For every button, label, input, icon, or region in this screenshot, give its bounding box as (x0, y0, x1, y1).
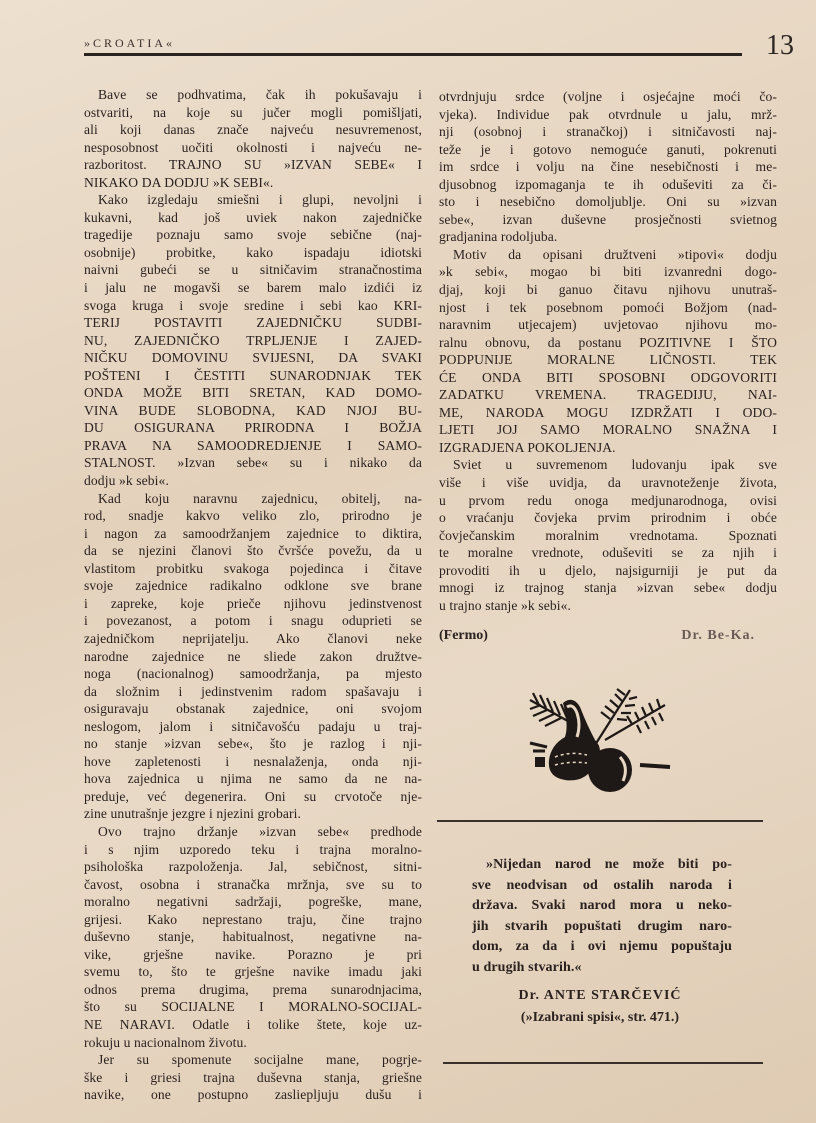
header-rule (84, 53, 742, 56)
text-line: čavost, osobna i stranačka mržnja, sve su to (84, 876, 422, 892)
text-line: »k sebi«, mogao bi biti izvanredni dogo- (439, 264, 777, 280)
source-label: (Fermo) (439, 628, 488, 643)
right-column (439, 88, 777, 614)
text-line: zajedničkom neprijatelju. Ako članovi neke (84, 630, 422, 646)
text-line: noga (nacionalnog) samoodržanja, pa mjesto (84, 666, 422, 682)
text-line: Kad koju naravnu zajednicu, obitelj, na- (98, 490, 422, 506)
article-signoff (439, 628, 777, 644)
text-line: hove zapletenosti i nesnalaženja, onda nji- (84, 753, 422, 769)
bottom-divider (443, 1062, 763, 1064)
text-line: nji (osobnoj i stranačkoj) i sitničavosti naj- (439, 124, 777, 140)
text-line: navike, one postupno zasliepljuju dušu i (84, 1087, 422, 1103)
text-line: moralno negativni sadržaji, pogreške, mane, (84, 894, 422, 910)
text-line: i jalu ne mogavši se barem malo izdići iz (84, 280, 422, 296)
text-line: čovječanskim moralnim vrednotama. Spoznati (439, 527, 777, 543)
text-line: odnos prema drugima, prema sunarodnjacima, (84, 981, 422, 997)
text-line: NIČKU DOMOVINU SVIJESNI, DA SVAKI (84, 350, 422, 366)
text-line: osobnije) probitke, kako ispadaju idiotski (84, 244, 422, 260)
text-line: ostvariti, na koje su jučer mogli pomišljati, (84, 104, 422, 120)
text-line: država. Svaki narod mora u neko- (472, 898, 732, 913)
text-line: im srdce i volju na čine nesebičnosti i me- (439, 159, 777, 175)
text-line: rod, snadje kakvo veliko zlo, prirodno je (84, 508, 422, 524)
text-line: više i više uvidja, da uravnoteženje života, (439, 475, 777, 491)
text-line: narodne zajednice ne sliede zakon družtve- (84, 648, 422, 664)
text-line: Sviet u suvremenom ludovanju ipak sve (453, 457, 777, 473)
text-line: u drugih stvarih.« (472, 959, 582, 975)
text-line: vike, grješne navike. Porazno je pri (84, 946, 422, 962)
text-line: ške i griesi trajna duševna stanja, griešne (84, 1069, 422, 1085)
page-number: 13 (766, 30, 794, 61)
text-line: njost i tek posebnom pomoći Božjom (nad- (439, 299, 777, 315)
text-line: zine unutrašnje jezgre i njezini grobari. (84, 806, 301, 822)
text-line: PRAVA NA SAMOODREDJENJE I SAMO- (84, 437, 422, 453)
text-line: svoje zajednice radikalno odklone sve brane (84, 578, 422, 594)
text-line: da se njezini članovi što čvršće povežu, da u (84, 543, 422, 559)
text-line: NU, ZAJEDNIČKO TRPLJENJE I ZAJED- (84, 332, 422, 348)
text-line: STALNOST. »Izvan sebe« su i nikako da (84, 455, 422, 471)
text-line: no stanje »izvan sebe«, što je razlog i nji- (84, 736, 422, 752)
quote-author: Dr. ANTE STARČEVIĆ (518, 988, 682, 1003)
text-line: rokuju u nacionalnom životu. (84, 1034, 247, 1050)
text-line: Jer su spomenute socijalne mane, pogrje- (98, 1052, 422, 1068)
text-line: ali koji danas znače najveću nesuvremenost, (84, 122, 422, 138)
quote-citation: (»Izabrani spisi«, str. 471.) (520, 1010, 680, 1025)
text-line: Ovo trajno držanje »izvan sebe« predhode (98, 823, 422, 839)
text-line: grijesi. Kako neprestano traju, čine trajno (84, 911, 422, 927)
christmas-ornament-icon (525, 685, 675, 795)
text-line: NE NARAVI. Odatle i tolike štete, koje uz- (84, 1016, 422, 1032)
text-line: LJETI JOJ SAMO MORALNO SNAŽNA I (439, 422, 777, 438)
text-line: ralnu obnovu, da postanu POZITIVNE I ŠTO (439, 334, 777, 350)
text-line: Bave se podhvatima, čak ih pokušavaju i (98, 87, 422, 102)
text-line: neslogom, jalom i sitničavošću padaju u traj- (84, 718, 422, 734)
text-line: ONDA MOŽE BITI SRETAN, KAD DOMO- (84, 385, 422, 401)
left-column (84, 86, 422, 1104)
text-line: NIKAKO DA DODJU »K SEBI«. (84, 174, 274, 190)
text-line: razboritost. TRAJNO SU »IZVAN SEBE« I (84, 157, 422, 173)
text-line: sve neodvisan od ostalih naroda i (472, 877, 732, 893)
text-line: hova zajednica u njima ne samo da ne na- (84, 771, 422, 787)
text-line: i zapreke, koje prieče njihovu jedinstvenost (84, 595, 422, 611)
text-line: TERIJ POSTAVITI ZAJEDNIČKU SUDBI- (84, 315, 422, 331)
text-line: te moralne vrednote, oduševiti se za njih i (439, 545, 777, 561)
text-line: da složnim i jedinstvenim radom spašavaju i (84, 683, 422, 699)
text-line: Motiv da opisani družtveni »tipovi« dodju (453, 246, 777, 262)
text-line: provoditi ih u djelo, najsigurniji je put da (439, 562, 777, 578)
text-line: dodju »k sebi«. (84, 473, 169, 489)
text-line: naravnim utjecajem) uvjetovao njihovu mo- (439, 317, 777, 333)
text-line: POŠTENI I ČESTITI SUNARODNJAK TEK (84, 367, 422, 383)
text-line: IZGRADJENA POKOLJENJA. (439, 439, 616, 455)
text-line: PODPUNIJE MORALNE LIČNOSTI. TEK (439, 352, 777, 368)
text-line: u trajno stanje »k sebi«. (439, 597, 571, 613)
text-line: DU OSIGURANA PRIRODNA I BOŽJA (84, 420, 422, 436)
text-line: ZADATKU VREMENA. TRAGEDIJU, NAI- (439, 387, 777, 403)
text-line: tragedije poznaju samo svoje sebične (naj- (84, 227, 422, 243)
text-line: preduje, već degenerira. Oni su crvotoče nje- (84, 788, 422, 804)
text-line: dom, za da i ovi njemu popuštaju (472, 939, 732, 954)
quote-block (472, 855, 732, 978)
text-line: ME, NARODA MOGU IZDRŽATI I ODO- (439, 404, 777, 420)
text-line: što su SOCIJALNE I MORALNO-SOCIJAL- (84, 999, 422, 1015)
text-line: i povezanost, a potom i snagu oduprieti se (84, 613, 422, 629)
text-line: jih stvarih popuštati drugim naro- (472, 918, 732, 934)
text-line: otvrdnjuju srdce (voljne i osjećajne moći čo- (439, 89, 777, 104)
text-line: mnogi iz trajnog stanja »izvan sebe« dodju (439, 580, 777, 596)
text-line: naivni gubeći se u sitničavim stranačnostima (84, 262, 422, 278)
text-line: Kako izgledaju smiešni i glupi, nevoljni i (98, 192, 422, 208)
text-line: i nagon za samoodržanjem zajednice to diktira, (84, 525, 422, 541)
text-line: vlastitom probitku svakoga pojedinca i čitave (84, 560, 422, 576)
text-line: VINA BUDE SLOBODNA, KAD NJOJ BU- (84, 402, 422, 418)
text-line: gradjanina rodoljuba. (439, 229, 558, 245)
text-line: teže je i gotovo nemoguće ganuti, pokrenuti (439, 141, 777, 157)
article-author: Dr. Be-Ka. (681, 628, 755, 643)
text-line: u prvom redu onoga medjunarodnoga, ovisi (439, 492, 777, 508)
text-line: o vraćanju čovjeka prvim prirodnim i obće (439, 510, 777, 526)
text-line: »Nijedan narod ne može biti po- (486, 857, 732, 872)
text-line: sebe«, izvan duševne prosječnosti svietnog (439, 211, 777, 227)
text-line: psihološka razpoloženja. Jal, sebičnost, sitni- (84, 859, 422, 875)
text-line: nesposobnost uočiti okolnosti i najveću ne- (84, 139, 422, 155)
text-line: osiguravaju obstanak zajednice, oni svojom (84, 701, 422, 717)
text-line: i s njim uzporedo teku i trajna moralno- (84, 841, 422, 857)
text-line: svemu to, što te grješne navike imadu jaki (84, 964, 422, 980)
section-divider (437, 820, 763, 822)
text-line: vjeka). Individue pak otvrdnule u jalu, mrž- (439, 106, 777, 122)
text-line: duševno stanje, habitualnost, negativne na- (84, 929, 422, 945)
text-line: djusobnog izpomaganja te ih oduševiti za či- (439, 176, 777, 192)
running-title: »CROATIA« (84, 36, 176, 50)
text-line: djaj, koji bi ganuo čitavu njihovu unutraš- (439, 282, 777, 298)
text-line: sto i nesebično domoljublje. Oni su »izvan (439, 194, 777, 210)
text-line: kukavni, kad još uviek nakon zajedničke (84, 209, 422, 225)
page-header (84, 30, 796, 70)
text-line: ĆE ONDA BITI SPOSOBNI ODGOVORITI (439, 369, 777, 385)
text-line: svoga kruga i svoje sredine i sebi kao KRI- (84, 297, 422, 313)
